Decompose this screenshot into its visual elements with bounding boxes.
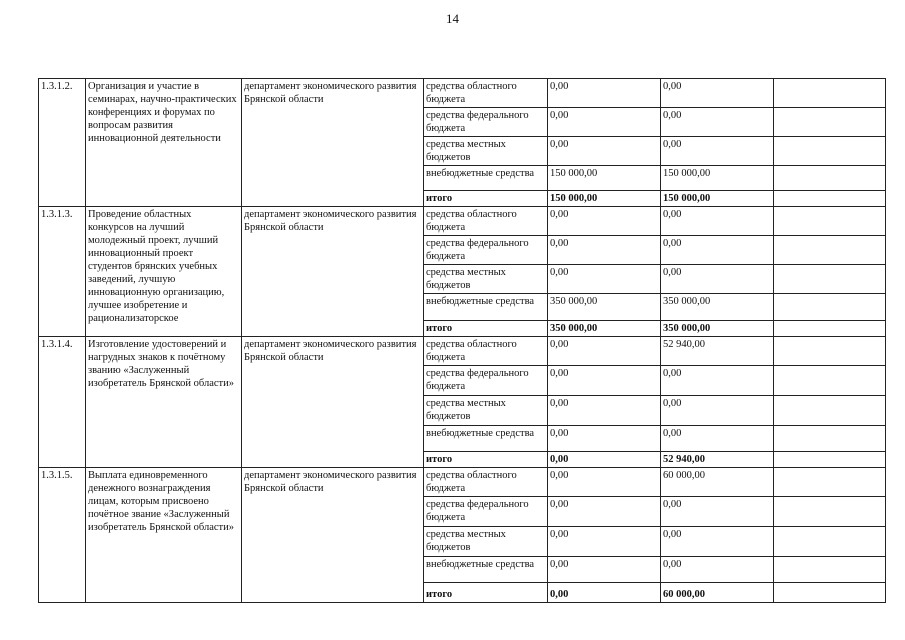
total-amount-1: 0,00 xyxy=(548,583,661,603)
total-amount-1: 150 000,00 xyxy=(548,191,661,207)
funding-source: внебюджетные средства xyxy=(424,557,548,583)
amount-1: 0,00 xyxy=(548,426,661,452)
funding-source: средства областного бюджета xyxy=(424,468,548,497)
table-row xyxy=(39,337,886,366)
amount-1: 0,00 xyxy=(548,236,661,265)
page-number: 14 xyxy=(446,11,459,26)
empty-cell xyxy=(774,497,886,527)
funding-source: средства местных бюджетов xyxy=(424,137,548,166)
funding-source: внебюджетные средства xyxy=(424,426,548,452)
empty-cell xyxy=(774,321,886,337)
amount-1: 0,00 xyxy=(548,79,661,108)
amount-2: 0,00 xyxy=(661,527,774,557)
amount-2: 350 000,00 xyxy=(661,294,774,321)
amount-1: 0,00 xyxy=(548,468,661,497)
amount-2: 0,00 xyxy=(661,137,774,166)
amount-2: 0,00 xyxy=(661,207,774,236)
amount-2: 0,00 xyxy=(661,396,774,426)
amount-1: 0,00 xyxy=(548,265,661,294)
amount-2: 150 000,00 xyxy=(661,166,774,191)
measure-name: Организация и участие в семинарах, научно-практических конференциях и форумах по вопросам развития инновационной деятельности xyxy=(86,79,242,207)
amount-1: 150 000,00 xyxy=(548,166,661,191)
funding-source: средства областного бюджета xyxy=(424,337,548,366)
total-label: итого xyxy=(424,452,548,468)
amount-1: 0,00 xyxy=(548,137,661,166)
executor: департамент экономического развития Брянской области xyxy=(242,468,424,603)
empty-cell xyxy=(774,236,886,265)
table-row xyxy=(39,207,886,236)
amount-1: 0,00 xyxy=(548,366,661,396)
total-amount-1: 350 000,00 xyxy=(548,321,661,337)
amount-1: 0,00 xyxy=(548,497,661,527)
empty-cell xyxy=(774,527,886,557)
empty-cell xyxy=(774,337,886,366)
measure-code: 1.3.1.4. xyxy=(39,337,86,468)
amount-2: 0,00 xyxy=(661,108,774,137)
measure-code: 1.3.1.2. xyxy=(39,79,86,207)
table-row xyxy=(39,79,886,108)
total-amount-2: 60 000,00 xyxy=(661,583,774,603)
funding-source: внебюджетные средства xyxy=(424,294,548,321)
amount-1: 0,00 xyxy=(548,557,661,583)
total-label: итого xyxy=(424,191,548,207)
measure-code: 1.3.1.5. xyxy=(39,468,86,603)
amount-2: 60 000,00 xyxy=(661,468,774,497)
funding-source: средства федерального бюджета xyxy=(424,108,548,137)
measure-name: Изготовление удостоверений и нагрудных знаков к почётному званию «Заслуженный изобретатель Брянской области» xyxy=(86,337,242,468)
total-amount-2: 52 940,00 xyxy=(661,452,774,468)
funding-source: внебюджетные средства xyxy=(424,166,548,191)
funding-source: средства федерального бюджета xyxy=(424,497,548,527)
funding-source: средства местных бюджетов xyxy=(424,265,548,294)
measure-name: Выплата единовременного денежного вознаграждения лицам, которым присвоено почётное звание «Заслуженный изобретатель Брянской области» xyxy=(86,468,242,603)
amount-1: 350 000,00 xyxy=(548,294,661,321)
empty-cell xyxy=(774,191,886,207)
amount-1: 0,00 xyxy=(548,527,661,557)
amount-2: 52 940,00 xyxy=(661,337,774,366)
amount-2: 0,00 xyxy=(661,236,774,265)
budget-table xyxy=(38,78,886,603)
empty-cell xyxy=(774,166,886,191)
total-label: итого xyxy=(424,583,548,603)
funding-source: средства федерального бюджета xyxy=(424,366,548,396)
total-amount-2: 350 000,00 xyxy=(661,321,774,337)
executor: департамент экономического развития Брянской области xyxy=(242,79,424,207)
funding-source: средства федерального бюджета xyxy=(424,236,548,265)
empty-cell xyxy=(774,137,886,166)
empty-cell xyxy=(774,79,886,108)
funding-source: средства областного бюджета xyxy=(424,207,548,236)
funding-source: средства областного бюджета xyxy=(424,79,548,108)
amount-2: 0,00 xyxy=(661,497,774,527)
empty-cell xyxy=(774,468,886,497)
empty-cell xyxy=(774,452,886,468)
funding-source: средства местных бюджетов xyxy=(424,396,548,426)
amount-2: 0,00 xyxy=(661,79,774,108)
executor: департамент экономического развития Брянской области xyxy=(242,207,424,337)
table-row xyxy=(39,468,886,497)
empty-cell xyxy=(774,207,886,236)
empty-cell xyxy=(774,396,886,426)
funding-source: средства местных бюджетов xyxy=(424,527,548,557)
measure-code: 1.3.1.3. xyxy=(39,207,86,337)
amount-1: 0,00 xyxy=(548,337,661,366)
empty-cell xyxy=(774,294,886,321)
empty-cell xyxy=(774,583,886,603)
amount-1: 0,00 xyxy=(548,207,661,236)
empty-cell xyxy=(774,366,886,396)
total-label: итого xyxy=(424,321,548,337)
amount-1: 0,00 xyxy=(548,108,661,137)
measure-name: Проведение областных конкурсов на лучший молодежный проект, лучший инновационный проект студентов брянских учебных заведений, лучшую инновационную организацию, лучшее изобретение и рационализаторское xyxy=(86,207,242,337)
executor: департамент экономического развития Брянской области xyxy=(242,337,424,468)
empty-cell xyxy=(774,557,886,583)
empty-cell xyxy=(774,265,886,294)
amount-2: 0,00 xyxy=(661,426,774,452)
amount-2: 0,00 xyxy=(661,265,774,294)
total-amount-1: 0,00 xyxy=(548,452,661,468)
total-amount-2: 150 000,00 xyxy=(661,191,774,207)
empty-cell xyxy=(774,108,886,137)
amount-2: 0,00 xyxy=(661,366,774,396)
amount-2: 0,00 xyxy=(661,557,774,583)
amount-1: 0,00 xyxy=(548,396,661,426)
empty-cell xyxy=(774,426,886,452)
